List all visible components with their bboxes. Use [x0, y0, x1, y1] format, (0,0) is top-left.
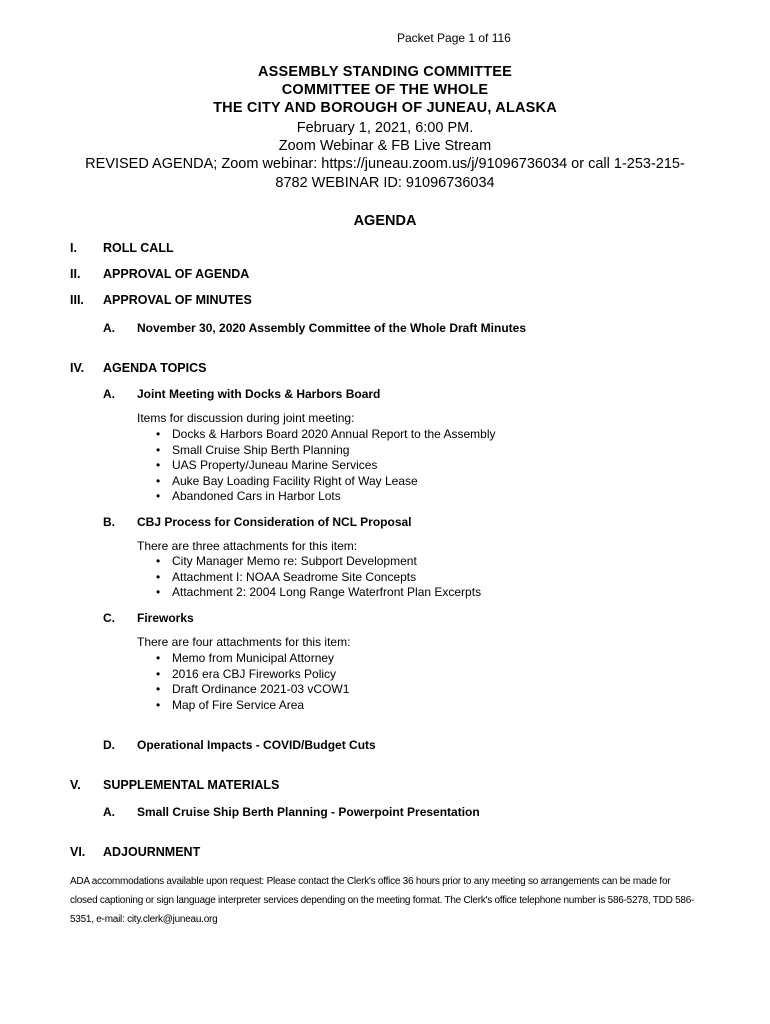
list-item: • Abandoned Cars in Harbor Lots: [156, 489, 341, 503]
list-item-text: City Manager Memo re: Subport Development: [172, 554, 417, 568]
list-item: • Memo from Municipal Attorney: [156, 651, 335, 665]
list-item-text: Draft Ordinance 2021-03 vCOW1: [172, 682, 350, 696]
item-fireworks: Fireworks: [137, 611, 194, 625]
item-joint-meeting: Joint Meeting with Docks & Harbors Board: [137, 387, 381, 401]
list-item-text: Memo from Municipal Attorney: [172, 651, 335, 665]
list-item-text: Auke Bay Loading Facility Right of Way Lease: [172, 473, 418, 488]
bullet-list: [156, 554, 481, 601]
committee-subtitle: COMMITTEE OF THE WHOLE: [281, 82, 489, 98]
list-item-text: UAS Property/Juneau Marine Services: [172, 458, 378, 472]
item-operational-impacts: Operational Impacts - COVID/Budget Cuts: [137, 738, 376, 752]
packet-page-number: Packet Page 1 of 116: [397, 31, 511, 45]
list-item: • City Manager Memo re: Subport Development: [156, 554, 417, 568]
section-agenda-topics: AGENDA TOPICS: [103, 361, 207, 375]
section-number: V.: [70, 778, 81, 792]
meeting-date: February 1, 2021, 6:00 PM.: [296, 120, 474, 136]
section-number: I.: [70, 241, 77, 255]
item-letter: A.: [103, 321, 115, 335]
committee-title: ASSEMBLY STANDING COMMITTEE: [257, 64, 513, 80]
list-item: • Map of Fire Service Area: [156, 697, 305, 712]
item-intro-text: Items for discussion during joint meeting:: [137, 411, 355, 425]
list-item-text: Map of Fire Service Area: [172, 697, 305, 712]
item-letter: A.: [103, 805, 115, 819]
list-item-text: Small Cruise Ship Berth Planning: [172, 442, 350, 457]
item-intro-text: There are four attachments for this item:: [137, 635, 351, 649]
section-adjournment: ADJOURNMENT: [103, 845, 201, 859]
list-item-text: Abandoned Cars in Harbor Lots: [172, 489, 341, 503]
item-intro-text: There are three attachments for this item:: [137, 539, 358, 553]
item-letter: D.: [103, 738, 115, 752]
list-item: • Attachment I: NOAA Seadrome Site Concepts: [156, 569, 417, 584]
revised-agenda-line: REVISED AGENDA; Zoom webinar: https://juneau.zoom.us/j/91096736034 or call 1-253-215-: [85, 156, 685, 172]
section-number: II.: [70, 267, 81, 281]
item-letter: B.: [103, 515, 115, 529]
list-item-text: 2016 era CBJ Fireworks Policy: [172, 666, 337, 681]
list-item: • Attachment 2: 2004 Long Range Waterfront Plan Excerpts: [156, 585, 482, 599]
list-item-text: Attachment I: NOAA Seadrome Site Concepts: [172, 569, 417, 584]
list-item-text: Docks & Harbors Board 2020 Annual Report to the Assembly: [172, 427, 496, 441]
section-number: VI.: [70, 845, 86, 859]
city-borough-title: THE CITY AND BOROUGH OF JUNEAU, ALASKA: [213, 100, 557, 116]
item-letter: C.: [103, 611, 115, 625]
webinar-id-line: 8782 WEBINAR ID: 91096736034: [275, 175, 495, 191]
agenda-heading: AGENDA: [353, 213, 417, 229]
list-item: • Docks & Harbors Board 2020 Annual Report to the Assembly: [156, 427, 496, 441]
section-number: III.: [70, 293, 84, 307]
list-item: • Auke Bay Loading Facility Right of Way Lease: [156, 473, 418, 488]
bullet-list: [156, 427, 496, 505]
ada-notice: ADA accommodations available upon request: Please contact the Clerk's office 36 hours prior to any meeting so arrangements can be made for closed captioning or sign language interpreter services depending on the meeting format. The Clerk's office telephone number is 586-5278, TDD 586-5351, e-mail: city.clerk@juneau.org: [70, 876, 695, 925]
list-item: • UAS Property/Juneau Marine Services: [156, 458, 378, 472]
section-supplemental-materials: SUPPLEMENTAL MATERIALS: [103, 778, 280, 792]
item-letter: A.: [103, 387, 115, 401]
list-item: • Draft Ordinance 2021-03 vCOW1: [156, 682, 350, 696]
section-approval-of-minutes: APPROVAL OF MINUTES: [103, 293, 252, 307]
list-item: • Small Cruise Ship Berth Planning: [156, 442, 350, 457]
item-draft-minutes: November 30, 2020 Assembly Committee of the Whole Draft Minutes: [137, 321, 526, 335]
item-powerpoint-presentation: Small Cruise Ship Berth Planning - Powerpoint Presentation: [137, 805, 480, 819]
list-item: • 2016 era CBJ Fireworks Policy: [156, 666, 337, 681]
list-item-text: Attachment 2: 2004 Long Range Waterfront Plan Excerpts: [172, 585, 482, 599]
meeting-stream: Zoom Webinar & FB Live Stream: [278, 138, 492, 154]
section-roll-call: ROLL CALL: [103, 241, 174, 255]
bullet-list: [156, 651, 349, 713]
section-number: IV.: [70, 361, 85, 375]
section-approval-of-agenda: APPROVAL OF AGENDA: [103, 267, 250, 281]
item-ncl-proposal: CBJ Process for Consideration of NCL Proposal: [137, 515, 412, 529]
